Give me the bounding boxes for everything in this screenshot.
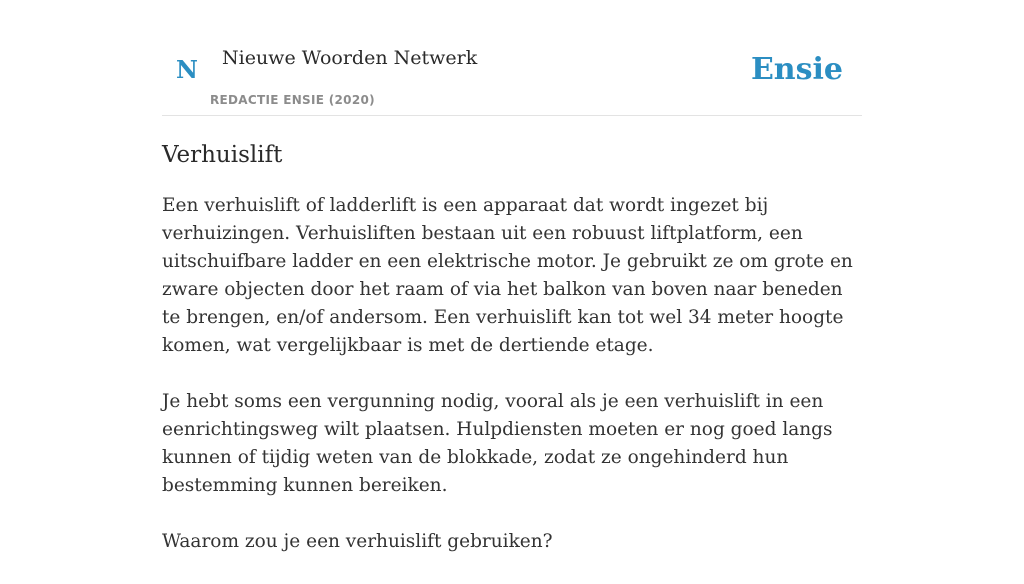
article-body	[162, 192, 862, 584]
ensie-brand-logo[interactable]: Ensie	[750, 52, 843, 87]
article-term-heading: Verhuislift	[162, 142, 283, 168]
article-header	[162, 0, 862, 116]
source-logo[interactable]: N	[176, 55, 198, 84]
article-paragraph: Een verhuislift of ladderlift is een apparaat dat wordt ingezet bij verhuizingen. Verhuisliften bestaan uit een robuust liftplatform, een uitschuifbare ladder en een elektrische motor. Je gebruikt ze om grote en zware objecten door het raam of via het balkon van boven naar beneden te brengen, en/of andersom. Een verhuislift kan tot wel 34 meter hoogte komen, wat vergelijkbaar is met de dertiende etage.	[162, 195, 853, 356]
article-card	[162, 0, 862, 552]
source-title-link[interactable]: Nieuwe Woorden Netwerk	[222, 47, 478, 69]
article-paragraph: Waarom zou je een verhuislift gebruiken?	[162, 531, 553, 552]
article-paragraph: Je hebt soms een vergunning nodig, vooral als je een verhuislift in een eenrichtingsweg wilt plaatsen. Hulpdiensten moeten er nog goed langs kunnen of tijdig weten van de blokkade, zodat ze ongehinderd hun bestemming kunnen bereiken.	[162, 391, 833, 496]
source-author-year: REDACTIE ENSIE (2020)	[210, 93, 375, 107]
